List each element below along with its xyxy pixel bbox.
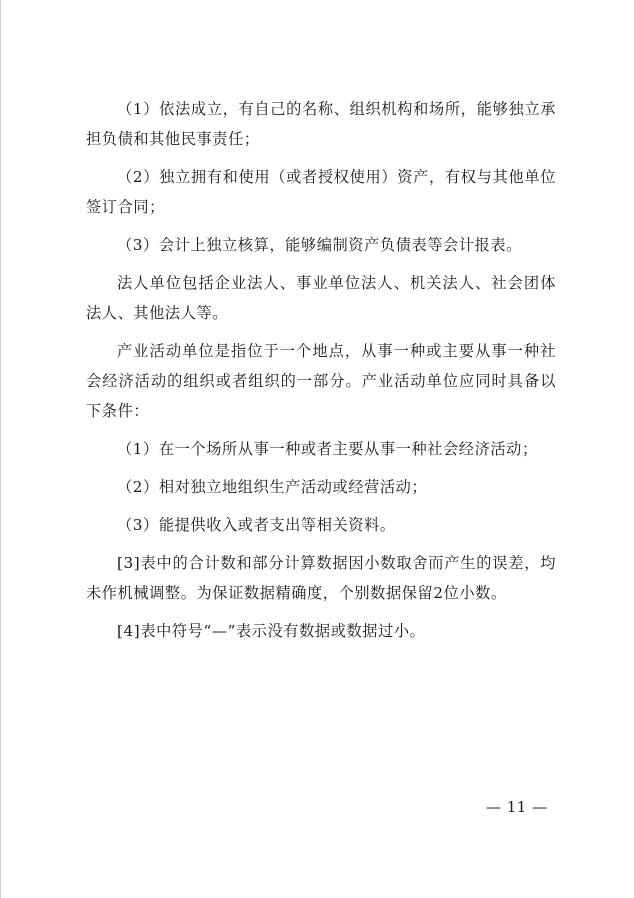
paragraph-industrial-unit-condition-1: （1）在一个场所从事一种或者主要从事一种社会经济活动； [117, 440, 538, 458]
paragraph-industrial-unit-definition: 产业活动单位是指位于一个地点，从事一种或主要从事一种社会经济活动的组织或者组织的一部分。产业活动单位应同时具备以下条件： [86, 342, 556, 420]
page-number: — 11 — [486, 798, 548, 816]
document-body [86, 94, 556, 654]
paragraph-industrial-unit-condition-3: （3）能提供收入或者支出等相关资料。 [117, 516, 396, 534]
paragraph-legal-entity-condition-1: （1）依法成立，有自己的名称、组织机构和场所，能够独立承担负债和其他民事责任； [86, 100, 556, 148]
page-edge [0, 0, 1, 898]
paragraph-legal-entity-types: 法人单位包括企业法人、事业单位法人、机关法人、社会团体法人、其他法人等。 [86, 274, 556, 322]
footnote-3: [3]表中的合计数和部分计算数据因小数取舍而产生的误差，均未作机械调整。为保证数据精确度，个别数据保留2位小数。 [86, 554, 556, 602]
paragraph-industrial-unit-condition-2: （2）相对独立地组织生产活动或经营活动； [117, 478, 428, 496]
footnote-4: [4]表中符号“—”表示没有数据或数据过小。 [117, 622, 426, 640]
paragraph-legal-entity-condition-3: （3）会计上独立核算，能够编制资产负债表等会计报表。 [117, 236, 522, 254]
paragraph-legal-entity-condition-2: （2）独立拥有和使用（或者授权使用）资产，有权与其他单位签订合同； [86, 168, 556, 216]
